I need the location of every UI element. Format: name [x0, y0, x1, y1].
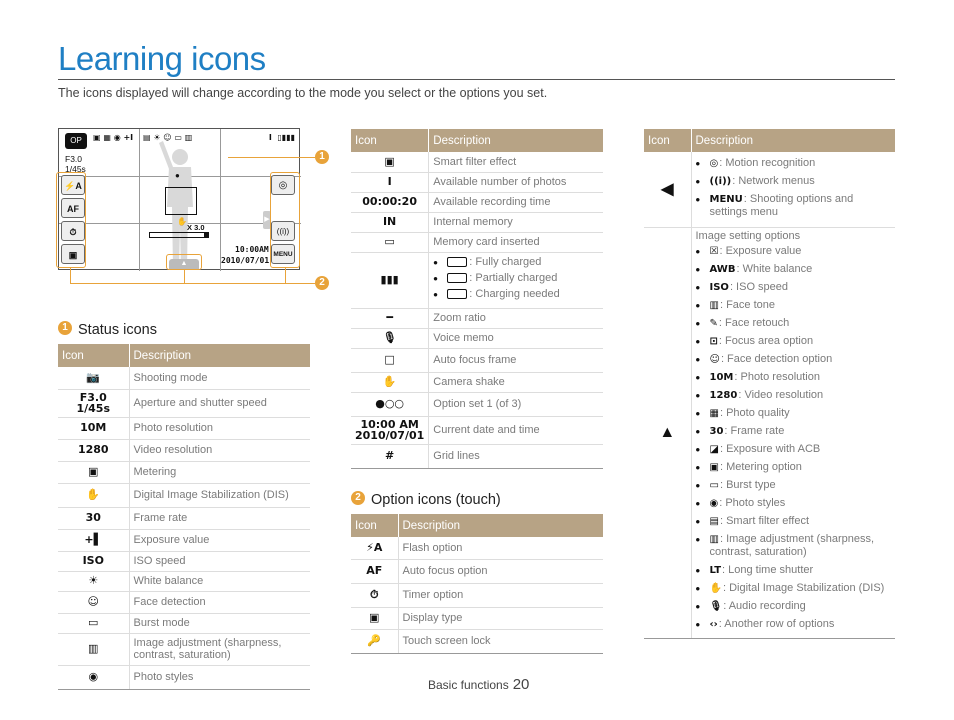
burst-mode-icon: ▭ [88, 616, 99, 629]
description-cell [429, 252, 603, 308]
description-text: Display type [402, 612, 463, 624]
icon-cell [58, 461, 129, 483]
photo-count-icon: I [387, 175, 392, 188]
date-display: 2010/07/01 [221, 256, 270, 265]
callout-1-badge: 1 [315, 150, 329, 164]
smart-filter-icon: ▣ [384, 154, 395, 168]
description-text: Metering [133, 466, 177, 478]
description-cell [398, 537, 603, 559]
table-row [351, 192, 603, 212]
option-text: : Photo resolution [734, 370, 820, 383]
description-cell [129, 591, 310, 613]
status-icons-table-cont [351, 129, 603, 469]
network-option-icon[interactable]: ((i)) [271, 221, 295, 241]
col-icon-header: Icon [58, 344, 129, 367]
table-row [58, 571, 310, 591]
option-list-item [696, 263, 892, 276]
option-text: : Frame rate [724, 424, 785, 437]
bottom-expand-tab[interactable]: ▲ [169, 259, 199, 269]
table-row [58, 389, 310, 417]
option-list-item [696, 425, 892, 438]
description-text: Video resolution [133, 444, 213, 456]
option-icons-table [351, 514, 603, 654]
face-retouch-icon: ✎ [709, 317, 718, 329]
table-row [351, 328, 603, 348]
option-text: : Exposure with ACB [719, 442, 821, 455]
option-text: : Photo styles [719, 496, 786, 509]
recording-time-icon: 00:00:20 [362, 195, 417, 208]
description-cell [129, 439, 310, 461]
option-text: : Face retouch [718, 316, 790, 329]
col-icon-header: Icon [644, 129, 691, 152]
icon-cell [58, 551, 129, 571]
icon-cell [58, 367, 129, 389]
description-cell [129, 529, 310, 551]
touch-lock-icon: 🔑 [367, 634, 382, 647]
description-cell [429, 232, 603, 252]
description-text: Available recording time [433, 196, 551, 208]
table-row [351, 583, 603, 607]
table-row [58, 461, 310, 483]
option-list-item [696, 533, 892, 559]
battery-icon: ▮▮▮ [380, 273, 399, 286]
description-cell [429, 192, 603, 212]
exposure-value-icon: ☒ [709, 245, 719, 257]
focus-area-icon: ⊡ [709, 335, 718, 347]
description-text: Current date and time [433, 424, 540, 436]
battery-state-item: • : Partially charged [433, 272, 599, 285]
icon-cell [58, 529, 129, 551]
description-text: ISO speed [133, 555, 186, 567]
option-list-item [696, 618, 892, 631]
description-cell [398, 607, 603, 629]
option-list-item [696, 299, 892, 312]
option-text: : Burst type [719, 478, 776, 491]
description-text: Photo styles [133, 671, 194, 683]
page-footer [428, 676, 529, 693]
icon-cell [58, 571, 129, 591]
description-text: Face detection [133, 596, 206, 608]
table-row [351, 172, 603, 192]
description-text: Available number of photos [433, 176, 567, 188]
option-text: : Face detection option [720, 352, 833, 365]
option-list-item [696, 600, 892, 613]
table-row [58, 417, 310, 439]
camera-preview [58, 128, 300, 270]
description-cell [129, 483, 310, 507]
icon-cell [351, 559, 398, 583]
callout-2-right-drop [285, 268, 286, 283]
option-list-item [696, 479, 892, 492]
af-icon: AF [366, 564, 383, 577]
white-balance-icon: AWB [709, 263, 736, 275]
description-cell [429, 416, 603, 444]
flash-icon: ⚡A [366, 540, 383, 554]
smart-filter-icon: ▤ [709, 515, 719, 527]
col-icon-header: Icon [351, 129, 429, 152]
description-text: Photo resolution [133, 422, 213, 434]
option-text: : Network menus [732, 175, 815, 188]
time-display: 10:00AM [235, 245, 269, 254]
icon-cell [351, 416, 429, 444]
video-resolution-icon: 1280 [709, 389, 738, 401]
top-status-icons: ▣ ▦ ◉ +I [93, 133, 134, 142]
shutter-value: 1/45s [65, 164, 86, 174]
another-row-icon: ‹› [709, 618, 718, 630]
image-adjustment-icon: ▥ [88, 642, 99, 655]
icon-cell [351, 152, 429, 172]
battery-level-icon [447, 289, 467, 299]
option-text: : Motion recognition [719, 157, 816, 170]
callout-2-line [70, 283, 315, 284]
camera-op-icon: 📷 [86, 370, 101, 384]
table-row [58, 591, 310, 613]
frame-rate-icon: 30 [709, 425, 724, 437]
description-cell [129, 461, 310, 483]
af-frame [165, 187, 197, 215]
description-cell [429, 308, 603, 328]
description-cell [129, 633, 310, 665]
table-row [351, 392, 603, 416]
description-text: Flash option [402, 541, 463, 554]
description-text: Touch screen lock [402, 635, 491, 647]
icon-cell [351, 629, 398, 653]
table-row [58, 529, 310, 551]
image-setting-options-label: Image setting options [695, 229, 801, 242]
camera-shake-icon: ✋ [177, 217, 187, 226]
description-cell [129, 417, 310, 439]
network-menus-icon: ((i)) [709, 176, 732, 188]
iso-icon: ISO [709, 281, 729, 293]
option-list-item [696, 281, 892, 294]
af-frame-icon: □ [384, 353, 395, 366]
description-text: Digital Image Stabilization (DIS) [133, 489, 289, 501]
face-detection-icon: ☺ [87, 595, 99, 608]
option-list-item [696, 564, 892, 577]
option-text: : Image adjustment (sharpness, contrast, saturation) [709, 532, 875, 558]
table-row [58, 633, 310, 665]
description-cell [429, 152, 603, 172]
zoom-bar [149, 232, 209, 238]
option-text: : Exposure value [719, 244, 802, 257]
icon-cell [351, 537, 398, 559]
option-set-icon: ●○○ [375, 397, 405, 410]
table-row [351, 559, 603, 583]
option-number-badge: 2 [351, 491, 365, 505]
exposure-value-icon: +▌ [84, 533, 103, 546]
description-cell [129, 507, 310, 529]
option-text: : Photo quality [719, 406, 790, 419]
description-cell [429, 172, 603, 192]
option-text: : White balance [736, 262, 813, 275]
display-type-option-icon[interactable]: ▣ [61, 244, 85, 264]
battery-level-icon [447, 257, 467, 267]
image-adjustment-icon: ▥ [709, 533, 719, 545]
status-number-badge: 1 [58, 321, 72, 335]
status-icons-heading [58, 322, 157, 338]
option-text: : Focus area option [718, 334, 814, 347]
icon-cell [58, 389, 129, 417]
description-text: Auto focus option [402, 565, 488, 577]
description-cell [129, 389, 310, 417]
battery-state-item: • : Fully charged [433, 256, 599, 269]
table-row [351, 416, 603, 444]
option-text: : Digital Image Stabilization (DIS) [722, 581, 885, 594]
description-text: Exposure value [133, 534, 210, 546]
flash-option-icon[interactable]: ⚡A [61, 175, 85, 195]
option-list-item [696, 443, 892, 456]
table-row [58, 483, 310, 507]
bottom-tab-outline [166, 254, 202, 270]
zoom-ratio-icon: ━ [386, 311, 393, 324]
icon-cell [58, 613, 129, 633]
option-text: : Audio recording [723, 599, 806, 612]
icon-cell [58, 483, 129, 507]
icon-cell [351, 252, 429, 308]
table-row [351, 252, 603, 308]
top-setting-icons: ▤ ☀ ☺ ▭ ▥ [143, 133, 193, 142]
description-cell [429, 212, 603, 232]
icon-cell [58, 507, 129, 529]
icon-cell [351, 308, 429, 328]
battery-state-item: • : Charging needed [433, 288, 599, 301]
description-text: Internal memory [433, 216, 513, 228]
description-cell [429, 444, 603, 468]
description-cell [398, 559, 603, 583]
callout-2-badge: 2 [315, 276, 329, 290]
description-cell [129, 571, 310, 591]
table-row [351, 308, 603, 328]
voice-memo-icon: ● [175, 171, 180, 180]
description-text: Auto focus frame [433, 354, 517, 366]
option-list-item [696, 175, 892, 188]
option-text: : Video resolution [738, 388, 824, 401]
menu-option-icon[interactable]: MENU [271, 244, 295, 264]
table-row [58, 367, 310, 389]
metering-icon: ▣ [709, 461, 719, 473]
icon-cell [351, 328, 429, 348]
description-text: Burst mode [133, 617, 190, 629]
option-list-item [696, 245, 892, 258]
icon-cell [58, 439, 129, 461]
date-time-icon: 10:00 AM 2010/07/01 [355, 417, 425, 442]
icon-cell [58, 633, 129, 665]
callout-2-mid-drop [184, 270, 185, 283]
col-desc-header: Description [691, 129, 895, 152]
option-text: : Face tone [719, 298, 775, 311]
title-rule [58, 79, 895, 80]
face-detection-icon: ☺ [709, 353, 720, 365]
callout-2-left-drop [70, 268, 71, 283]
left-arrow-icon: ◀ [644, 152, 691, 227]
table-row [351, 607, 603, 629]
face-tone-icon: ▥ [709, 299, 719, 311]
description-text: Camera shake [433, 376, 505, 388]
option-text: : Long time shutter [722, 563, 814, 576]
internal-memory-icon: IN [382, 215, 397, 228]
description-text: Frame rate [133, 512, 188, 524]
description-text: Voice memo [433, 332, 494, 344]
icon-cell [351, 444, 429, 468]
description-cell [429, 348, 603, 372]
page-title: Learning icons [58, 40, 266, 77]
motion-recognition-icon: ◎ [709, 158, 719, 170]
description-cell [129, 665, 310, 689]
icon-cell [58, 591, 129, 613]
table-row [58, 665, 310, 689]
option-text: : Metering option [719, 460, 802, 473]
description-text: Aperture and shutter speed [133, 397, 267, 409]
col-desc-header: Description [129, 344, 310, 367]
table-row [351, 212, 603, 232]
col-desc-header: Description [429, 129, 603, 152]
option-list-item [696, 335, 892, 348]
photo-resolution-icon: 10M [709, 371, 734, 383]
option-list-item [696, 582, 892, 595]
battery-level-icon [447, 273, 467, 283]
option-list-item [696, 461, 892, 474]
option-icons-heading [351, 492, 501, 508]
metering-icon: ▣ [88, 465, 99, 478]
description-text: Timer option [402, 589, 464, 601]
table-row [351, 348, 603, 372]
description-text: Smart filter effect [433, 155, 517, 168]
option-list-item [696, 497, 892, 510]
memory-card-icon: ▭ [384, 235, 395, 248]
option-list-item [696, 317, 892, 330]
long-time-shutter-icon: LT [709, 564, 722, 576]
description-cell [398, 583, 603, 607]
table-row [351, 537, 603, 559]
timer-icon: ⏱ [369, 588, 379, 601]
callout-1-line [228, 157, 315, 158]
col-desc-header: Description [398, 514, 603, 537]
status-heading-text: Status icons [78, 322, 157, 338]
aperture-value: F3.0 [65, 154, 83, 164]
dis-icon: ✋ [86, 488, 101, 501]
option-list-item [696, 389, 892, 402]
option-text: : ISO speed [729, 280, 789, 293]
description-cell [429, 392, 603, 416]
description-cell [129, 613, 310, 633]
left-panel-outline [56, 172, 86, 268]
photo-quality-icon: ▦ [709, 407, 719, 419]
icon-cell [351, 192, 429, 212]
icon-cell [351, 607, 398, 629]
table-row [58, 507, 310, 529]
status-icons-table [58, 344, 310, 690]
option-list-item [696, 515, 892, 528]
description-text: Memory card inserted [433, 236, 540, 248]
page-number: 20 [512, 676, 530, 693]
icon-cell [58, 665, 129, 689]
option-list-item [696, 407, 892, 420]
menu-icon: MENU [709, 194, 743, 206]
icon-cell [58, 417, 129, 439]
icon-cell [351, 212, 429, 232]
voice-memo-icon: 🎙 [382, 331, 397, 344]
battery-icon: I ▯▮▮▮ [268, 133, 295, 142]
camera-shake-icon: ✋ [382, 375, 397, 388]
burst-type-icon: ▭ [709, 479, 719, 491]
description-text: Image adjustment (sharpness, contrast, saturation) [133, 637, 282, 661]
table-row [351, 444, 603, 468]
af-option-icon[interactable]: AF [61, 198, 85, 218]
option-heading-text: Option icons (touch) [371, 492, 501, 508]
option-text: : Shooting options and settings menu [709, 193, 854, 219]
photo-resolution-icon: 10M [80, 421, 107, 434]
table-row [351, 629, 603, 653]
expand-right-icon[interactable]: ▶ [263, 211, 271, 229]
option-list-item [696, 157, 892, 170]
description-cell [429, 372, 603, 392]
col-icon-header: Icon [351, 514, 398, 537]
zoom-ratio-label: X 3.0 [187, 223, 205, 232]
description-text: Option set 1 (of 3) [433, 398, 522, 410]
table-row [351, 372, 603, 392]
video-resolution-icon: 1280 [77, 443, 109, 456]
description-cell [398, 629, 603, 653]
option-text: : Smart filter effect [719, 514, 810, 527]
option-list-item [696, 371, 892, 384]
description-cell [129, 551, 310, 571]
display-type-icon: ▣ [369, 611, 380, 624]
icon-cell [351, 172, 429, 192]
description-text: Grid lines [433, 450, 480, 462]
option-list-item [696, 353, 892, 366]
table-row [58, 613, 310, 633]
icon-cell [351, 348, 429, 372]
right-panel-outline [270, 172, 300, 268]
option-list-item [696, 193, 892, 219]
grid-lines-icon: # [385, 449, 395, 462]
description-text: Zoom ratio [433, 312, 486, 324]
icon-cell [351, 232, 429, 252]
icon-cell [351, 583, 398, 607]
page-subtitle: The icons displayed will change according to the mode you select or the options you set. [58, 86, 548, 100]
description-cell [129, 367, 310, 389]
up-arrow-icon: ▲ [644, 227, 691, 638]
shooting-mode-icon: OP [65, 133, 87, 149]
photo-styles-icon: ◉ [88, 670, 99, 683]
aperture-shutter-text: F3.0 1/45s [76, 390, 111, 415]
icon-cell [351, 392, 429, 416]
description-text: Shooting mode [133, 371, 208, 384]
dis-icon: ✋ [709, 582, 722, 594]
motion-recognition-option-icon[interactable]: ◎ [271, 175, 295, 195]
iso-icon: ISO [82, 554, 104, 567]
option-icons-table-cont [644, 129, 895, 639]
timer-option-icon[interactable]: ⏱ [61, 221, 85, 241]
photo-styles-icon: ◉ [709, 497, 719, 509]
white-balance-icon: ☀ [88, 574, 99, 587]
table-row [351, 152, 603, 172]
table-row [58, 439, 310, 461]
table-row [351, 232, 603, 252]
table-row [58, 551, 310, 571]
description-text: White balance [133, 575, 204, 587]
audio-recording-icon: 🎙 [709, 600, 723, 612]
footer-section: Basic functions [428, 678, 509, 692]
option-text: : Another row of options [718, 617, 835, 630]
description-cell [429, 328, 603, 348]
icon-cell [351, 372, 429, 392]
acb-icon: ◪ [709, 443, 719, 455]
frame-rate-icon: 30 [85, 511, 101, 524]
